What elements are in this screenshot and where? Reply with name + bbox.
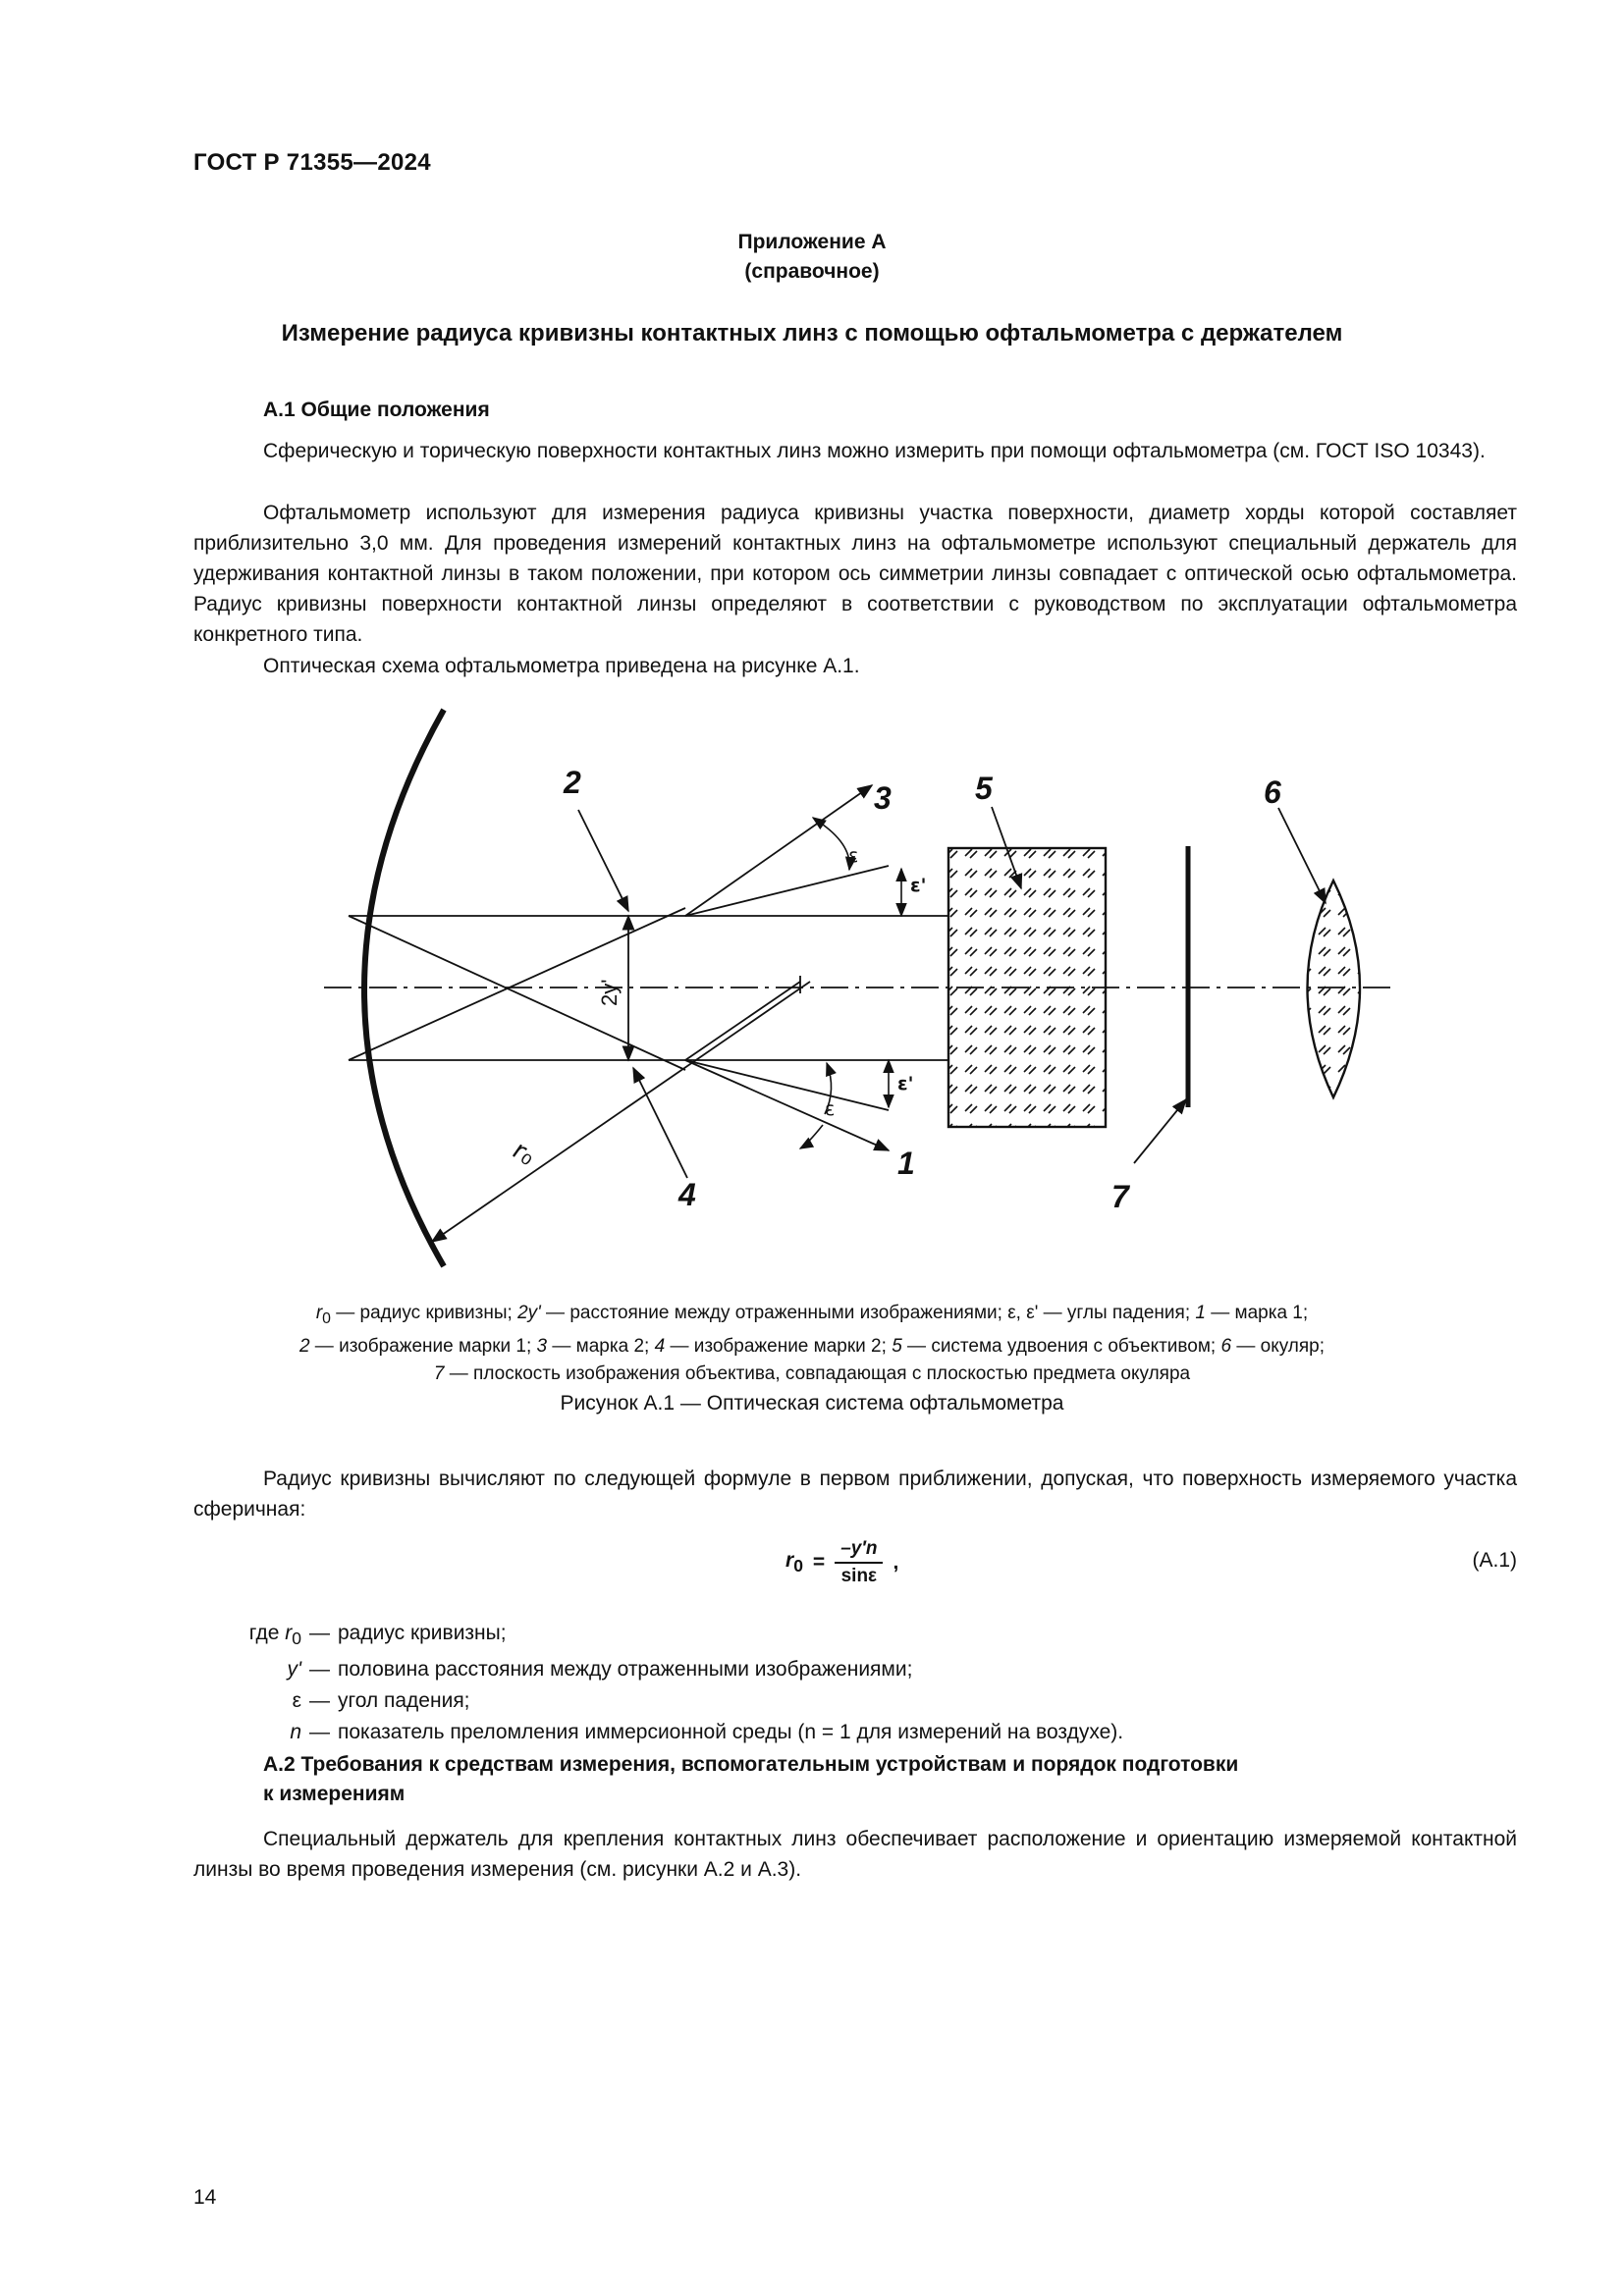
formula-fraction: [835, 1536, 883, 1589]
section-a2-heading-line2: к измерениям: [263, 1783, 406, 1805]
label-6: 6: [1264, 774, 1281, 810]
label-2y: 2y': [597, 979, 622, 1006]
section-a2-paragraph: Специальный держатель для крепления контактных линз обеспечивает расположение и ориентацию измеряемой контактной линзы во время проведения измерения (см. рисунки А.2 и А.3).: [193, 1828, 1517, 1881]
section-a2-heading-line1: А.2 Требования к средствам измерения, вспомогательным устройствам и порядок подготовки: [263, 1753, 1239, 1776]
label-epsilon-prime-bottom: ε': [897, 1073, 914, 1095]
label-1: 1: [897, 1146, 915, 1181]
label-epsilon-bottom: ε: [825, 1098, 836, 1120]
figure-legend: [196, 1300, 1428, 1388]
paragraph-1: Сферическую и торическую поверхности контактных линз можно измерить при помощи офтальмометра (см. ГОСТ ISO 10343).: [263, 440, 1486, 462]
equation-number: (А.1): [1472, 1549, 1517, 1572]
label-3: 3: [874, 780, 892, 816]
where-list: [193, 1618, 1123, 1748]
formula-eq: =: [812, 1551, 826, 1574]
paragraph-2: Офтальмометр используют для измерения радиуса кривизны участка поверхности, диаметр хорды которой составляет приблизительно 3,0 мм. Для проведения измерений контактных линз на офтальмометре используют специальный держатель для удерживания контактной линзы в таком положении, при котором ось симметрии линзы совпадает с оптической осью офтальмометра. Радиус кривизны поверхности контактной линзы определяют в соответствии с руководством по эксплуатации офтальмометра конкретного типа.: [193, 502, 1517, 646]
legend-line-3: 7 — плоскость изображения объектива, совпадающая с плоскостью предмета окуляра: [433, 1362, 1191, 1384]
formula-numerator: –y′n: [835, 1536, 883, 1564]
annex-kind: (справочное): [744, 260, 880, 283]
formula-trail: ,: [893, 1551, 899, 1574]
where-item: ε — угол падения;: [292, 1689, 470, 1713]
formula-lhs: r: [785, 1548, 794, 1572]
eyepiece-lens: [1308, 881, 1361, 1097]
annex-title: Приложение А: [737, 231, 887, 253]
label-epsilon-prime-top: ε': [910, 875, 927, 896]
formula-denominator: sinε: [840, 1566, 878, 1586]
standard-code: ГОСТ Р 71355—2024: [193, 149, 431, 176]
formula-lhs-sub: 0: [793, 1556, 803, 1576]
where-item: n — показатель преломления иммерсионной среды (n = 1 для измерений на воздухе).: [290, 1721, 1124, 1744]
legend-line-1: $r_0$ — радиус кривизны; 2y' — расстояние между отраженными изображениями; ε, ε' — углы падения; 1 — марка 1;: [315, 1303, 1309, 1327]
label-7: 7: [1111, 1179, 1129, 1214]
legend-line-2: 2 — изображение марки 1; 3 — марка 2; 4 — изображение марки 2; 5 — система удвоения с объективом; 6 — окуляр;: [298, 1335, 1326, 1357]
label-5: 5: [975, 771, 993, 806]
label-r0: r₀: [506, 1136, 541, 1172]
doubling-system-block: [948, 848, 1106, 1127]
ophthalmometer-diagram: [295, 687, 1424, 1286]
where-item: y' — половина расстояния между отраженными изображениями;: [287, 1658, 913, 1682]
formula-a1: [785, 1536, 898, 1589]
document-title: Измерение радиуса кривизны контактных линз с помощью офтальмометра с держателем: [281, 320, 1343, 347]
figure-title: Рисунок А.1 — Оптическая система офтальмометра: [560, 1392, 1064, 1415]
paragraph-3: Оптическая схема офтальмометра приведена на рисунке А.1.: [263, 655, 860, 677]
where-item: где $r_0$ — радиус кривизны;: [248, 1622, 507, 1649]
section-a1-heading: А.1 Общие положения: [263, 399, 490, 421]
label-2: 2: [564, 765, 581, 800]
formula-intro: Радиус кривизны вычисляют по следующей формуле в первом приближении, допуская, что поверхность измеряемого участка сферичная:: [193, 1468, 1517, 1521]
label-4: 4: [678, 1177, 696, 1212]
page-number: 14: [193, 2186, 217, 2209]
label-epsilon-top: ε: [848, 845, 859, 867]
